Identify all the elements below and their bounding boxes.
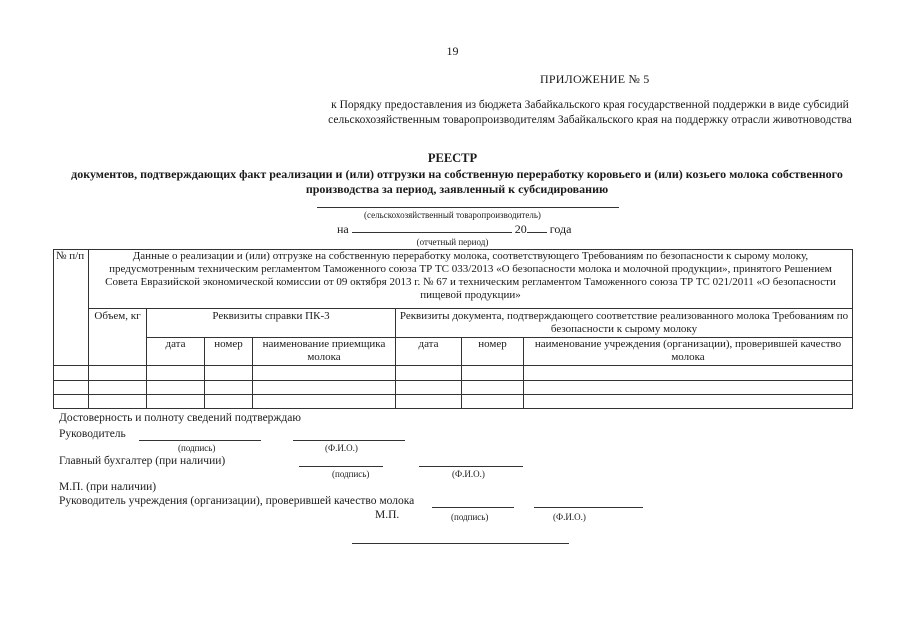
period-line: [337, 222, 571, 237]
mp-label: М.П.: [375, 509, 400, 521]
institution-fio-line: [534, 507, 643, 508]
producer-caption: (сельскохозяйственный товаропроизводитель): [364, 210, 541, 220]
bottom-line: [352, 543, 569, 544]
head-signature-line: [139, 440, 261, 441]
col-number-header: № п/п: [54, 250, 89, 366]
register-title: РЕЕСТР: [427, 151, 478, 165]
institution-head-label: Руководитель учреждения (организации), проверившей качество молока: [59, 495, 415, 507]
doc-header: Реквизиты документа, подтверждающего соответствие реализованного молока Требованиям по безопасности к сырому молоку: [396, 308, 853, 337]
period-year-prefix: 20: [514, 222, 527, 236]
receiver-header: наименование приемщика молока: [253, 338, 396, 366]
table-row: [54, 366, 853, 380]
table-row: [54, 380, 853, 394]
table-row: [54, 394, 853, 408]
producer-line: [317, 207, 619, 208]
period-blank: [352, 222, 512, 233]
head-label: Руководитель: [59, 428, 126, 440]
head-fio-line: [293, 440, 405, 441]
date-header-1: дата: [147, 338, 205, 366]
head-signature-caption: (подпись): [178, 443, 216, 453]
period-year-suffix: года: [549, 222, 572, 236]
register-table: [53, 249, 853, 409]
accountant-signature-caption: (подпись): [332, 469, 370, 479]
period-prefix: на: [337, 222, 349, 236]
main-header: Данные о реализации и (или) отгрузке на собственную переработку молока, соответствующего Требованиям по безопасности к сырому молоку, предусмотренным техническим регламентом Таможенного союза ТР ТС 033/2013 «О безопасности молока и молочной продукции», принятого Решением Совета Евразийской экономической комиссии от 09 октября 2013 г. № 67 и техническим регламентом Таможенного союза ТР ТС 021/2011 «О безопасности пищевой продукции»: [89, 250, 853, 309]
stamp-label: М.П. (при наличии): [59, 481, 157, 493]
pk3-header: Реквизиты справки ПК-3: [147, 308, 396, 337]
register-subtitle: документов, подтверждающих факт реализации и (или) отгрузки на собственную переработку коровьего и (или) козьего молока собственного производства за период, заявленный к субсидированию: [71, 167, 843, 196]
volume-header: Объем, кг: [89, 308, 147, 366]
date-header-2: дата: [396, 338, 462, 366]
period-caption: (отчетный период): [416, 237, 489, 247]
accountant-fio-line: [419, 466, 523, 467]
year-blank: [527, 222, 547, 233]
num-header-1: номер: [205, 338, 253, 366]
institution-signature-line: [432, 507, 514, 508]
accountant-fio-caption: (Ф.И.О.): [452, 469, 485, 479]
appendix-title: ПРИЛОЖЕНИЕ № 5: [540, 72, 650, 86]
institution-fio-caption: (Ф.И.О.): [553, 512, 586, 522]
confirm-text: Достоверность и полноту сведений подтверждаю: [59, 412, 301, 424]
institution-signature-caption: (подпись): [451, 512, 489, 522]
accountant-label: Главный бухгалтер (при наличии): [59, 455, 226, 467]
page-number: 19: [446, 44, 459, 58]
institution-header: наименование учреждения (организации), проверившей качество молока: [524, 338, 853, 366]
head-fio-caption: (Ф.И.О.): [325, 443, 358, 453]
num-header-2: номер: [462, 338, 524, 366]
appendix-text: к Порядку предоставления из бюджета Забайкальского края государственной поддержки в виде субсидий сельскохозяйственным товаропроизводителям Забайкальского края на поддержку отрасли животноводства: [328, 99, 852, 126]
accountant-signature-line: [299, 466, 383, 467]
